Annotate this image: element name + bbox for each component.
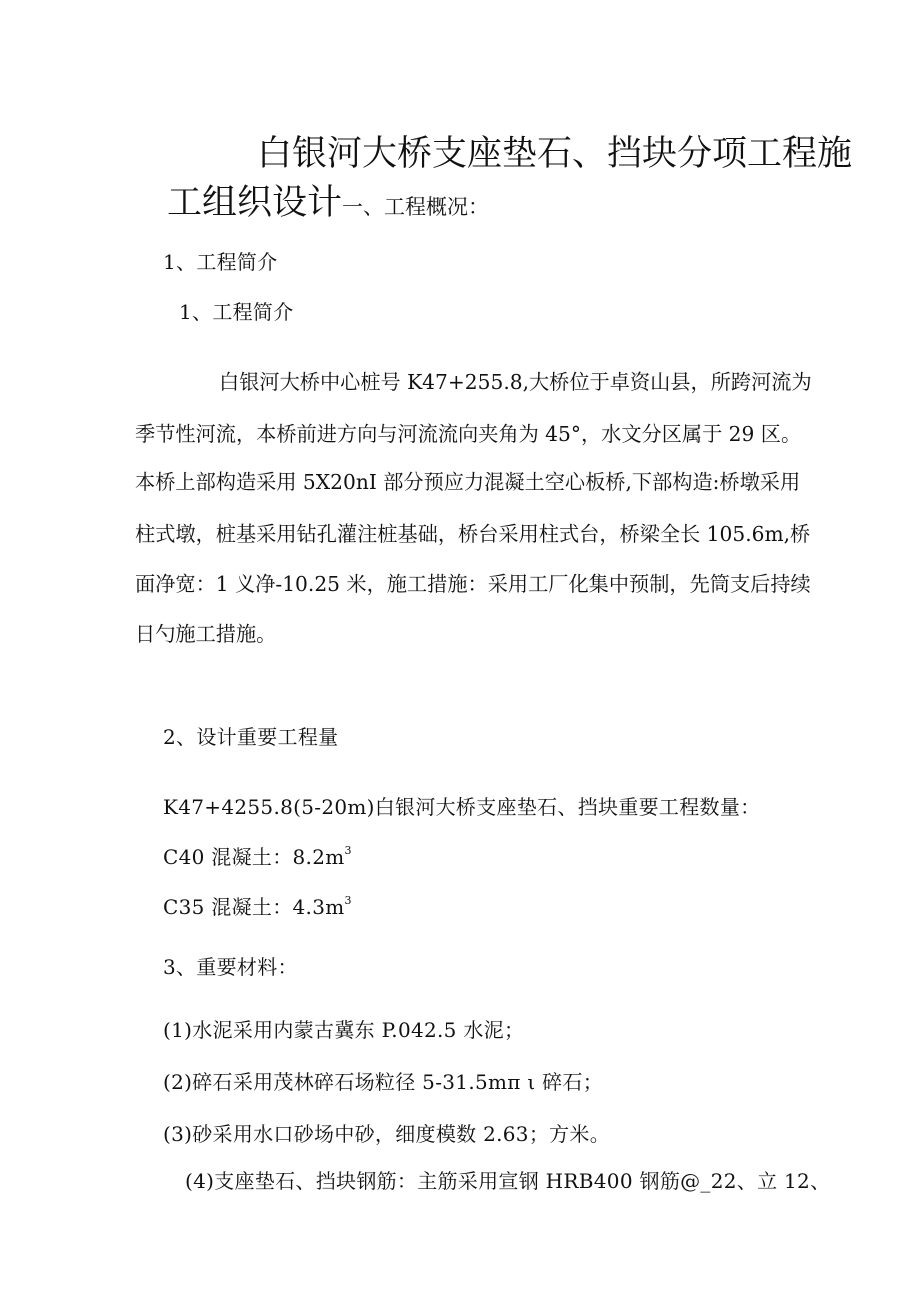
material-item: (4)支座垫石、挡块钢筋：主筋采用宣钢 HRB400 钢筋@_22、立 12、	[185, 1169, 831, 1193]
quantities-intro: K47+4255.8(5-20m)白银河大桥支座垫石、挡块重要工程数量：	[163, 795, 761, 819]
heading-materials: 3、重要材料：	[163, 955, 298, 979]
material-item: (3)砂采用水口砂场中砂，细度模数 2.63；方米。	[163, 1122, 611, 1146]
quantity-c40	[163, 844, 352, 869]
heading-project-intro-b: 1、工程简介	[179, 300, 294, 324]
material-item: (1)水泥采用内蒙古冀东 P.042.5 水泥；	[163, 1018, 525, 1042]
quantity-c35-label: C35 混凝土：4.3m	[163, 895, 345, 919]
material-item: (2)碎石采用茂林碎石场粒径 5-31.5mπ ι 碎石；	[163, 1070, 604, 1094]
quantity-c40-sup: 3	[344, 844, 352, 857]
paragraph-line: 面净宽：1 义净-10.25 米，施工措施：采用工厂化集中预制，先筒支后持续	[135, 572, 811, 596]
heading-design-quantities: 2、设计重要工程量	[163, 725, 339, 749]
title-line-2-main: 工组织设计	[167, 183, 343, 223]
title-line-1: 白银河大桥支座垫石、挡块分项工程施	[257, 134, 853, 174]
title-line-2	[167, 183, 490, 223]
paragraph-line: 柱式墩，桩基采用钻孔灌注桩基础，桥台采用柱式台，桥梁全长 105.6m,桥	[135, 522, 811, 546]
paragraph-line: 白银河大桥中心桩号 K47+255.8,大桥位于卓资山县，所跨河流为	[219, 370, 812, 394]
paragraph-line: 季节性河流，本桥前进方向与河流流向夹角为 45°，水文分区属于 29 区。	[135, 422, 802, 446]
section-heading-overview: 一、工程概况：	[342, 195, 490, 219]
quantity-c40-label: C40 混凝土：8.2m	[163, 845, 345, 869]
quantity-c35-sup: 3	[344, 894, 352, 907]
heading-project-intro-a: 1、工程简介	[163, 250, 278, 274]
paragraph-line: 本桥上部构造采用 5X20nI 部分预应力混凝土空心板桥,下部构造:桥墩采用	[135, 470, 801, 494]
paragraph-line: 日勺施工措施。	[135, 622, 277, 646]
quantity-c35	[163, 894, 352, 919]
